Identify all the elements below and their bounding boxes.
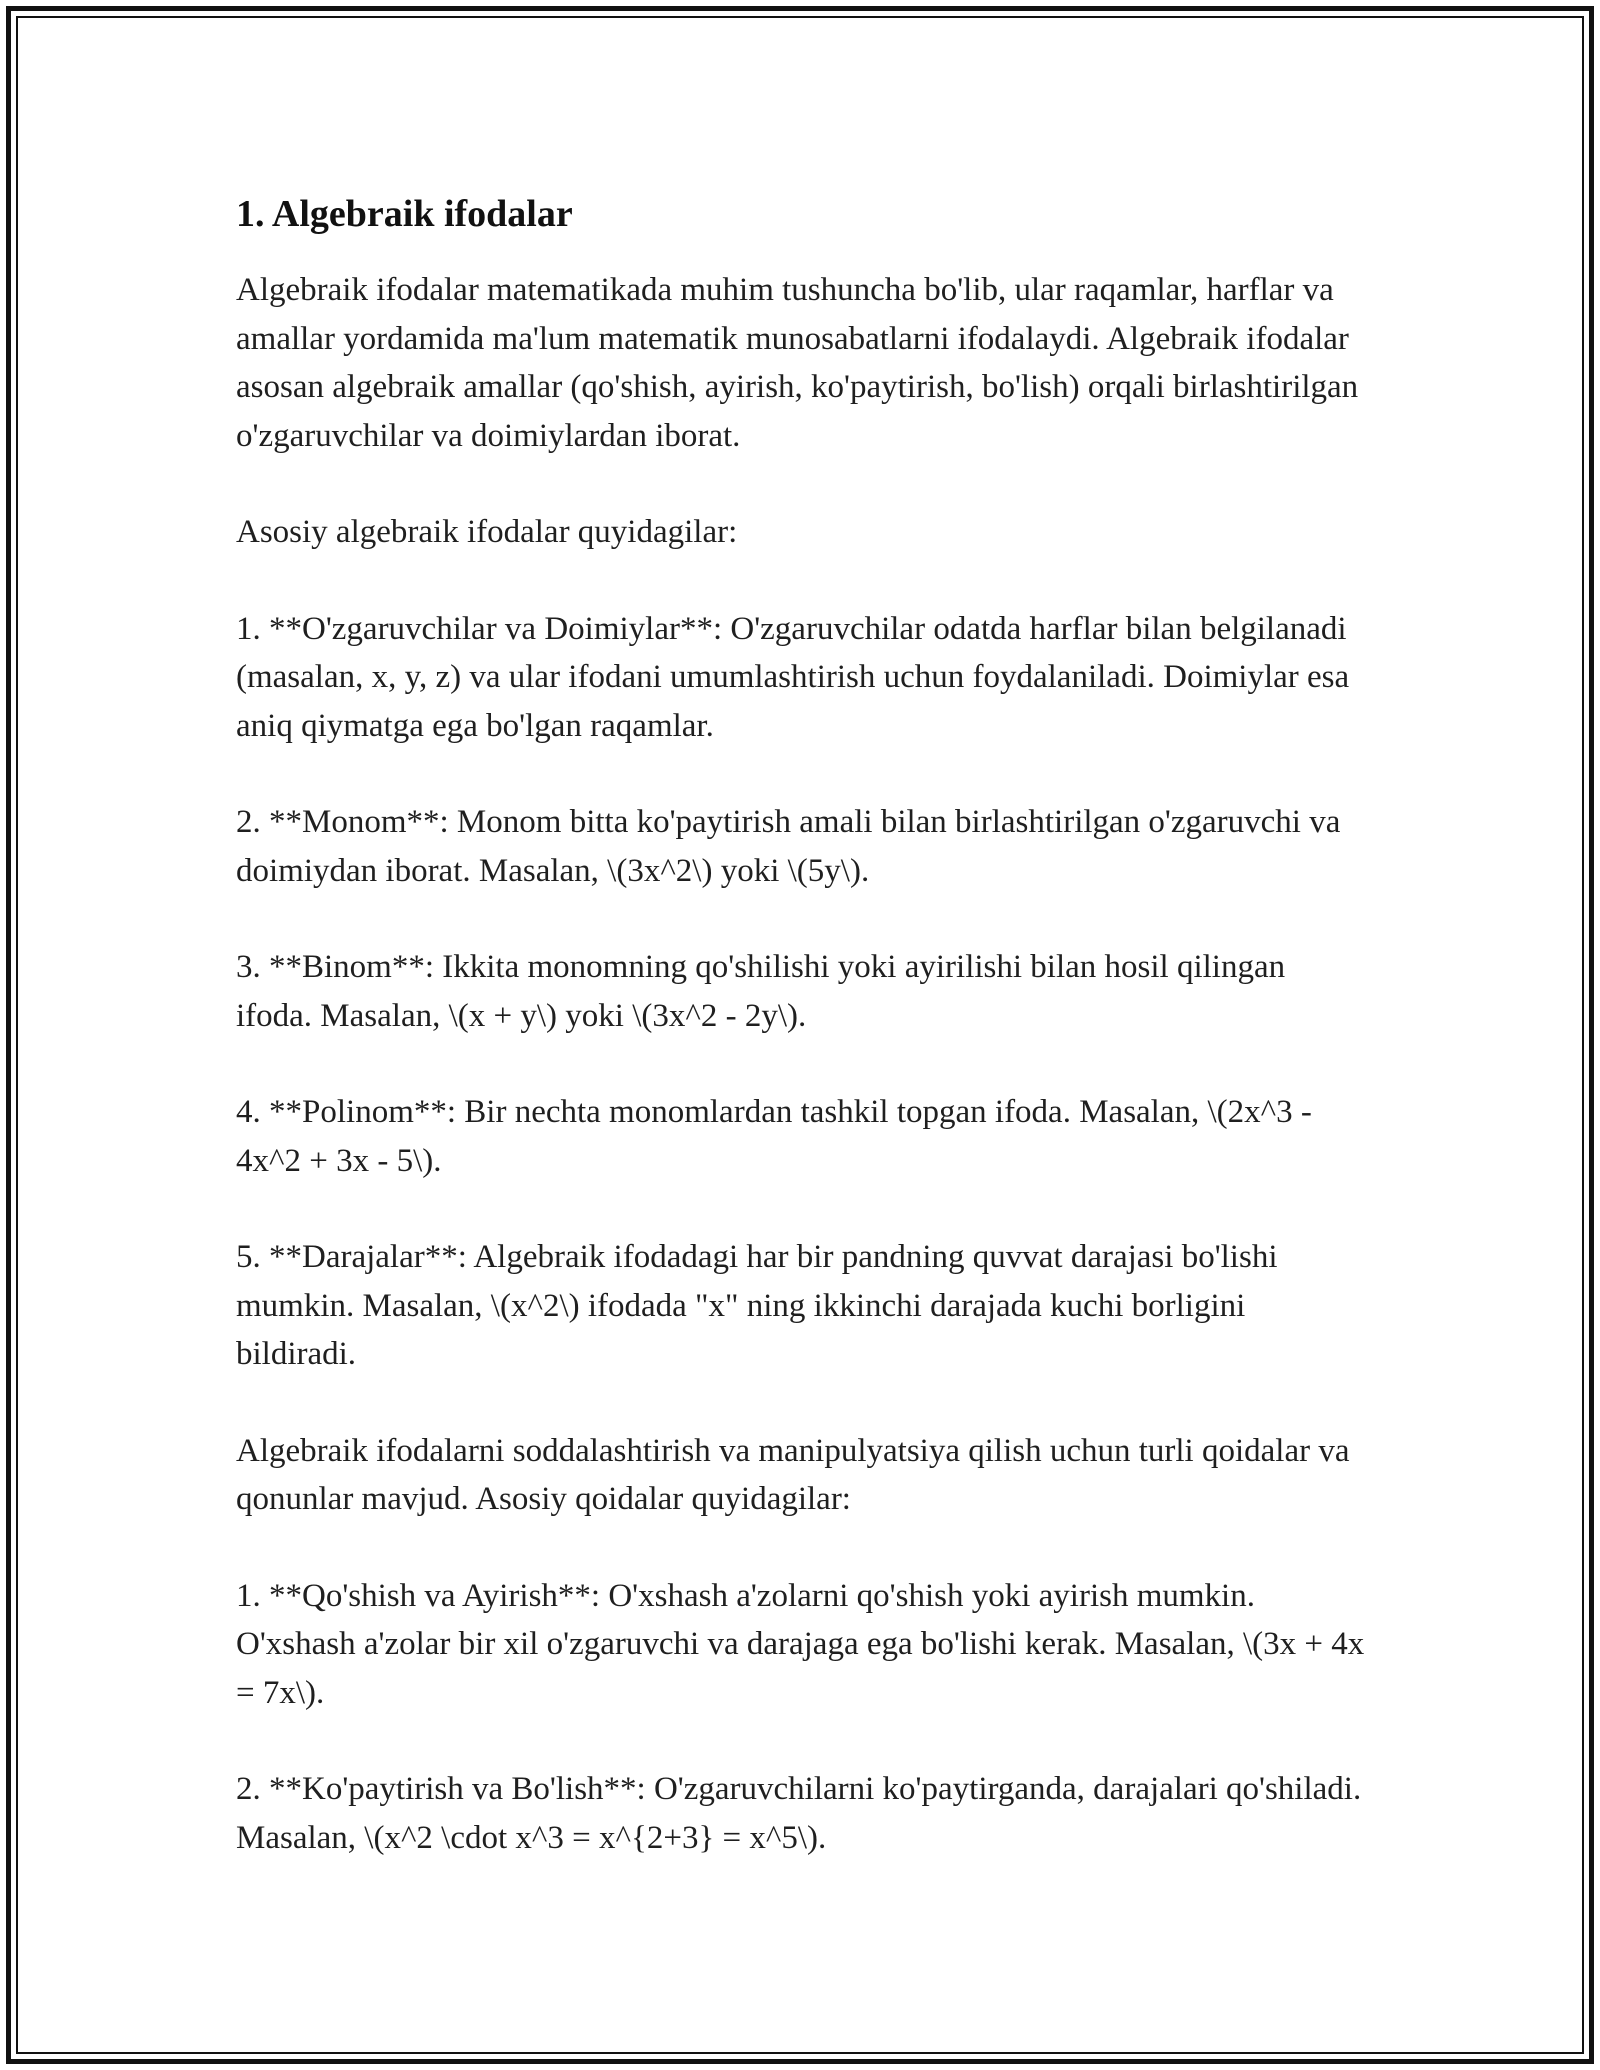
list-item-binomial: 3. **Binom**: Ikkita monomning qo'shilishi yoki ayirilishi bilan hosil qilingan ifoda. Masalan, \(x + y\) yoki \(3x^2 - 2y\).: [236, 949, 1286, 1034]
intro-paragraph: Algebraik ifodalar matematikada muhim tushuncha bo'lib, ular raqamlar, harflar va amallar yordamida ma'lum matematik munosabatlarni ifodalaydi. Algebraik ifodalar asosan algebraik amallar (qo'shish, ayirish, ko'paytirish, bo'lish) orqali birlashtirilgan o'zgaruvchilar va doimiylardan iborat.: [236, 272, 1359, 454]
rule-item-addition: 1. **Qo'shish va Ayirish**: O'xshash a'zolarni qo'shish yoki ayirish mumkin. O'xshash a'zolar bir xil o'zgaruvchi va darajaga ega bo'lishi kerak. Masalan, \(3x + 4x = 7x\).: [236, 1577, 1365, 1711]
rule-item-multiplication: 2. **Ko'paytirish va Bo'lish**: O'zgaruvchilarni ko'paytirganda, darajalari qo'shiladi. Masalan, \(x^2 \cdot x^3 = x^{2+3} = x^5\).: [236, 1771, 1362, 1856]
list-item-polynomial: 4. **Polinom**: Bir nechta monomlardan tashkil topgan ifoda. Masalan, \(2x^3 - 4x^2 + 3x - 5\).: [236, 1094, 1312, 1179]
section-heading: 1. Algebraik ifodalar: [236, 193, 573, 235]
list-intro-paragraph: Asosiy algebraik ifodalar quyidagilar:: [236, 514, 738, 550]
list-item-monomial: 2. **Monom**: Monom bitta ko'paytirish amali bilan birlashtirilgan o'zgaruvchi va doimiydan iborat. Masalan, \(3x^2\) yoki \(5y\).: [236, 804, 1341, 889]
list-item-powers: 5. **Darajalar**: Algebraik ifodadagi har bir pandning quvvat darajasi bo'lishi mumkin. Masalan, \(x^2\) ifodada "x" ning ikkinchi darajada kuchi borligini bildiradi.: [236, 1239, 1278, 1372]
document-body: [236, 188, 1366, 1862]
list-item-variables: 1. **O'zgaruvchilar va Doimiylar**: O'zgaruvchilar odatda harflar bilan belgilanadi (masalan, x, y, z) va ular ifodani umumlashtirish uchun foydalaniladi. Doimiylar esa aniq qiymatga ega bo'lgan raqamlar.: [236, 610, 1350, 744]
rules-intro-paragraph: Algebraik ifodalarni soddalashtirish va manipulyatsiya qilish uchun turli qoidalar va qonunlar mavjud. Asosiy qoidalar quyidagilar:: [236, 1432, 1350, 1517]
